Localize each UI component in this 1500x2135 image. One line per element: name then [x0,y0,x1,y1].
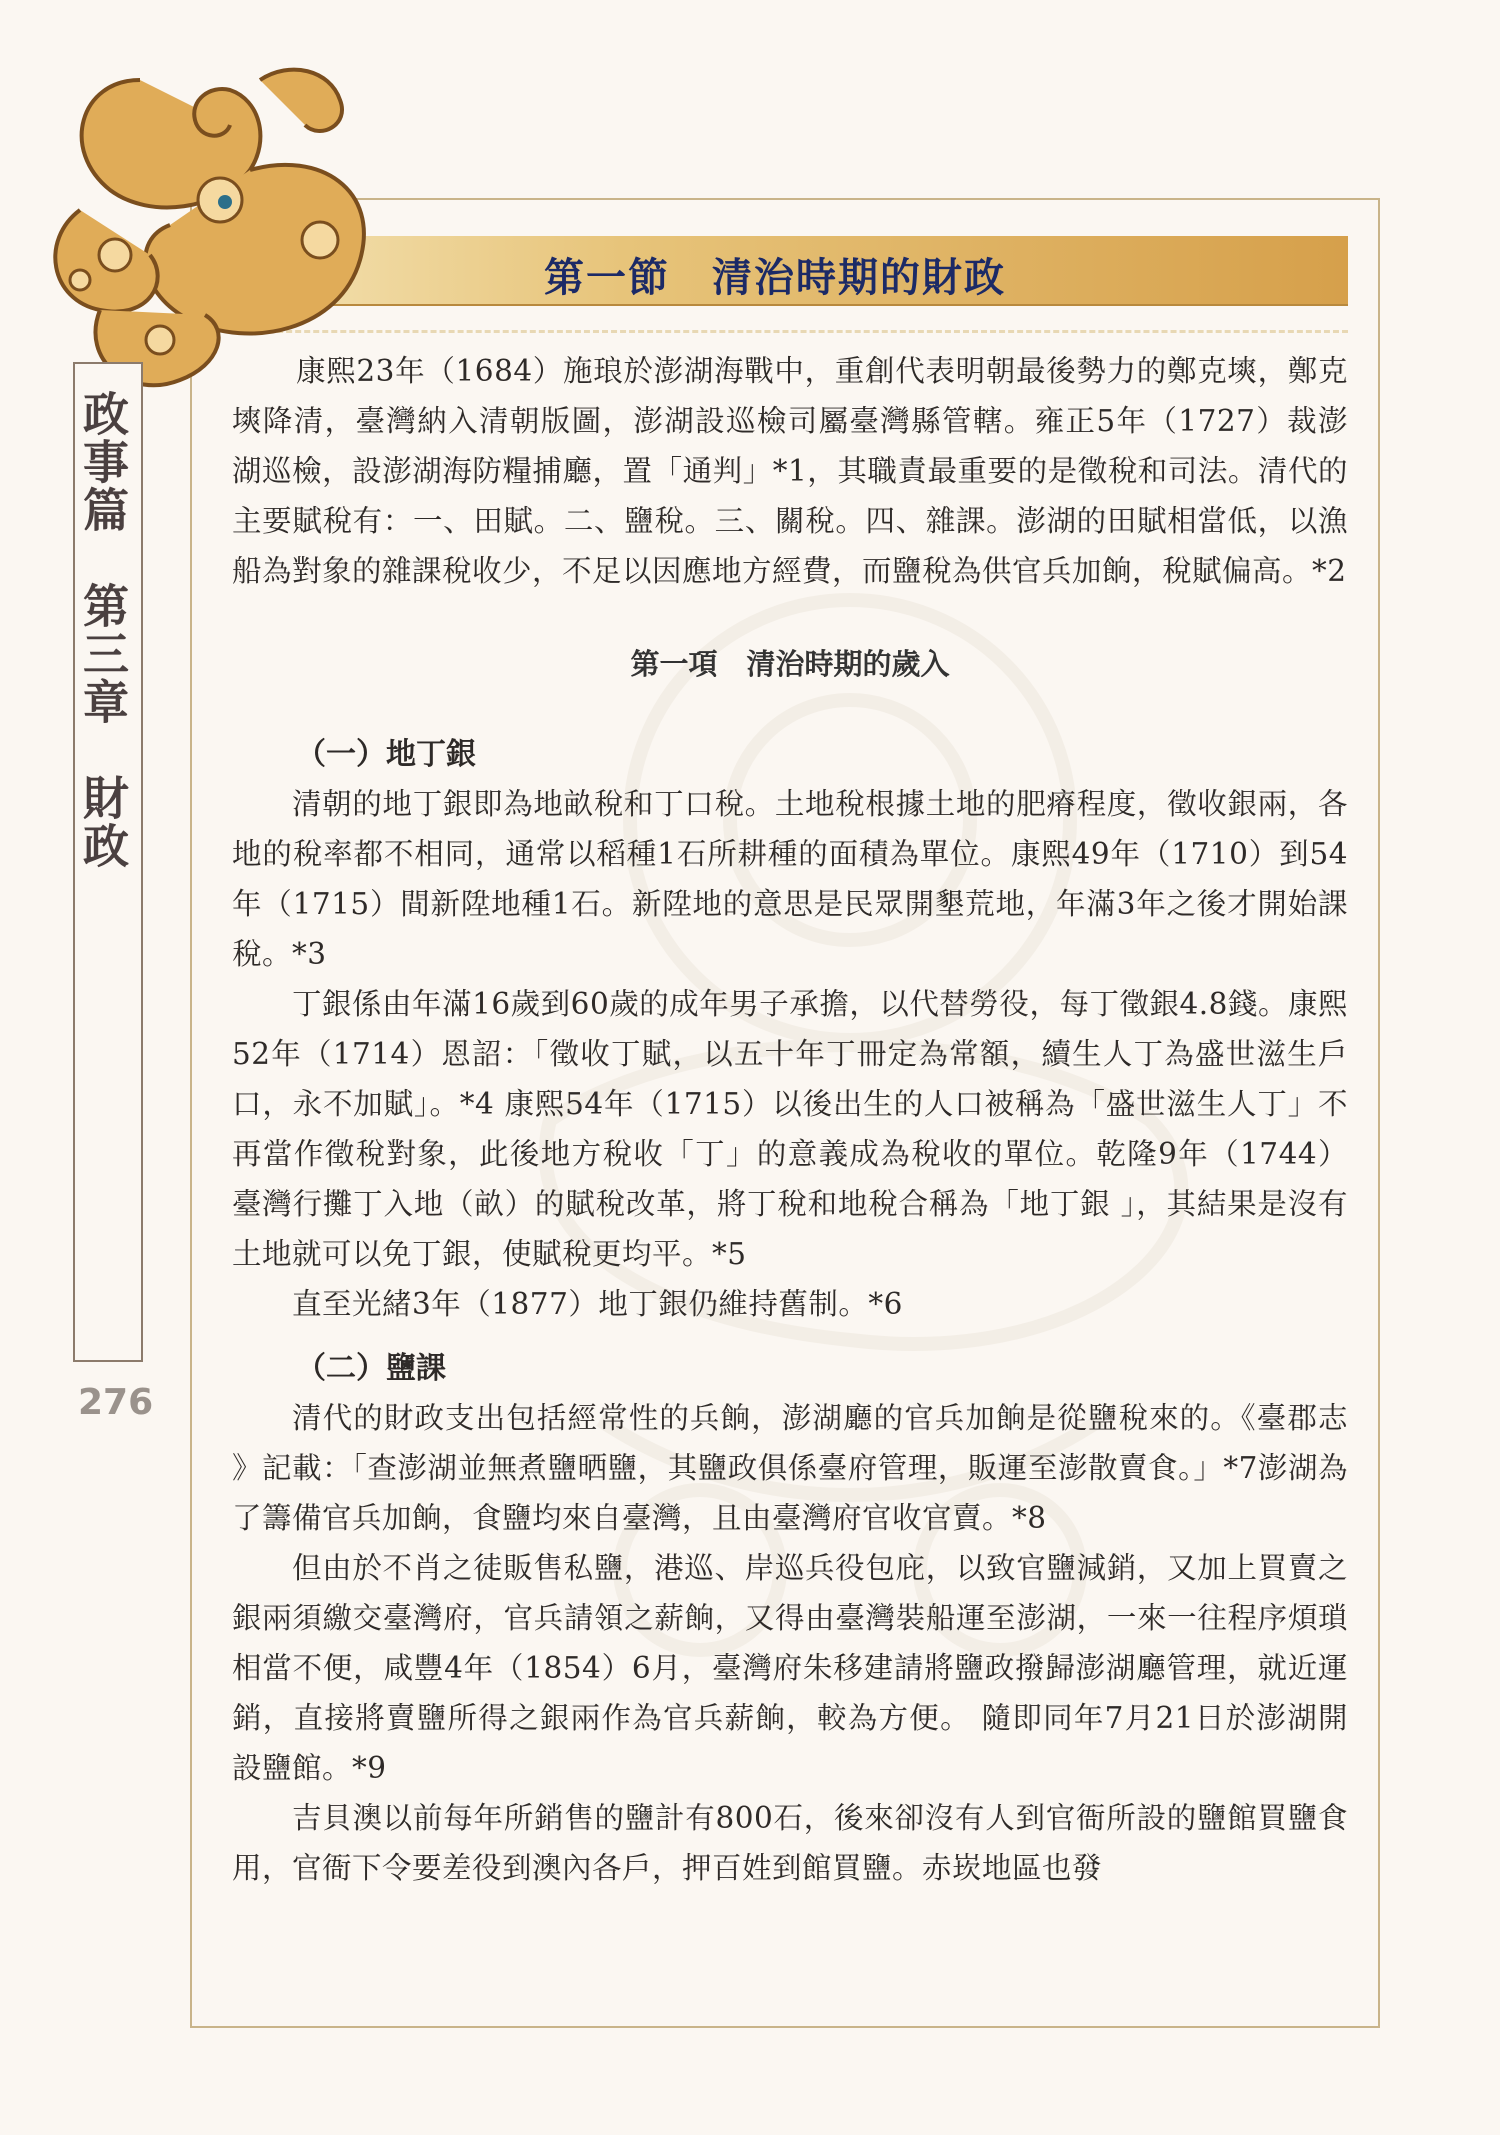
page-number: 276 [78,1382,154,1423]
intro-paragraph: 康熙23年（1684）施琅於澎湖海戰中，重創代表明朝最後勢力的鄭克塽，鄭克塽降清，臺灣納入清朝版圖，澎湖設巡檢司屬臺灣縣管轄。雍正5年（1727）裁澎湖巡檢，設澎湖海防糧捕廳，置「通判」*1，其職責最重要的是徵稅和司法。清代的主要賦稅有：一、田賦。二、鹽稅。三、關稅。四、雜課。澎湖的田賦相當低，以漁船為對象的雜課稅收少，不足以因應地方經費，而鹽稅為供官兵加餉，稅賦偏高。*2 [232,354,1348,588]
chapter-title: 第一節 清治時期的財政 [544,254,1006,301]
paragraph: 吉貝澳以前每年所銷售的鹽計有800石，後來卻沒有人到官衙所設的鹽館買鹽食用，官衙下令要差役到澳內各戶，押百姓到館買鹽。赤崁地區也發 [232,1801,1348,1885]
side-chapter-title: 政事篇 第三章 財政 [76,390,130,870]
paragraph: 丁銀係由年滿16歲到60歲的成年男子承擔，以代替勞役，每丁徵銀4.8錢。康熙52年（1714）恩詔：「徵收丁賦，以五十年丁冊定為常額，續生人丁為盛世滋生戶口，永不加賦」。*4 康熙54年（1715）以後出生的人口被稱為「盛世滋生人丁」不再當作徵稅對象，此後地方稅收「丁」的意義成為稅收的單位。乾隆9年（1744）臺灣行攤丁入地（畝）的賦稅改革，將丁稅和地稅合稱為「地丁銀 」，其結果是沒有土地就可以免丁銀，使賦稅更均平。*5 [232,987,1348,1271]
paragraph: 清朝的地丁銀即為地畝稅和丁口稅。土地稅根據土地的肥瘠程度，徵收銀兩，各地的稅率都不相同，通常以稻種1石所耕種的面積為單位。康熙49年（1710）到54年（1715）間新陞地種1石。新陞地的意思是民眾開墾荒地，年滿3年之後才開始課稅。*3 [232,787,1348,971]
paragraph: 清代的財政支出包括經常性的兵餉，澎湖廳的官兵加餉是從鹽稅來的。《臺郡志 》記載：「查澎湖並無煮鹽晒鹽，其鹽政俱係臺府管理，販運至澎散賣食。」*7澎湖為了籌備官兵加餉，食鹽均來自臺灣，且由臺灣府官收官賣。*8 [232,1401,1348,1535]
subsection-heading-land-tax: （一）地丁銀 [296,737,476,772]
section-heading: 第一項 清治時期的歲入 [630,647,950,681]
main-content [232,346,1348,1893]
paragraph: 直至光緒3年（1877）地丁銀仍維持舊制。*6 [292,1287,903,1321]
paragraph: 但由於不肖之徒販售私鹽，港巡、岸巡兵役包庇，以致官鹽減銷，又加上買賣之銀兩須繳交臺灣府，官兵請領之薪餉，又得由臺灣裝船運至澎湖，一來一往程序煩瑣相當不便，咸豐4年（1854）6月，臺灣府朱移建請將鹽政撥歸澎湖廳管理，就近運銷，直接將賣鹽所得之銀兩作為官兵薪餉，較為方便。 隨即同年7月21日於澎湖開設鹽館。*9 [232,1551,1348,1785]
subsection-heading-salt-tax: （二）鹽課 [296,1351,446,1386]
